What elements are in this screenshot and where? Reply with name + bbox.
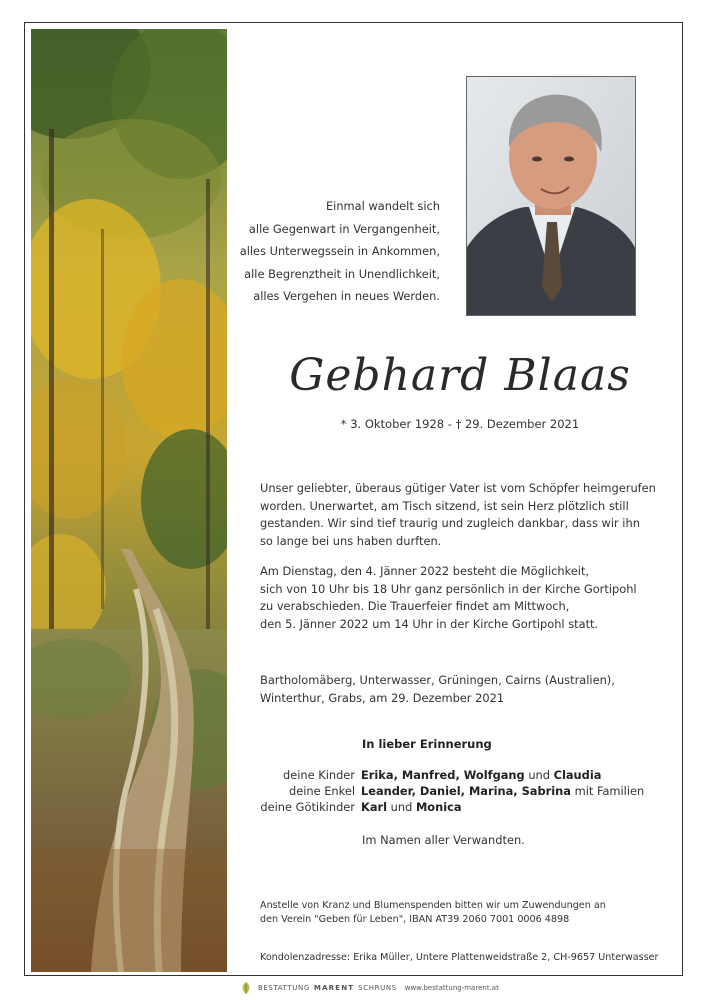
family-relation: deine Götikinder [260, 800, 355, 814]
poem-line: alle Gegenwart in Vergangenheit, [248, 221, 440, 236]
text-line: Anstelle von Kranz und Blumenspenden bitten wir um Zuwendungen an [260, 900, 606, 911]
footer-brand [240, 978, 499, 998]
family-row [260, 767, 644, 783]
text-line: den 5. Jänner 2022 um 14 Uhr in der Kirche Gortipohl statt. [260, 616, 599, 631]
family-row [260, 783, 644, 799]
text-line: zu verabschieden. Die Trauerfeier findet am Mittwoch, [260, 599, 570, 614]
poem-line: alles Unterwegssein in Ankommen, [239, 244, 440, 258]
portrait-photo [466, 76, 636, 316]
poem-line: Einmal wandelt sich [325, 199, 440, 213]
family-row [260, 799, 644, 815]
family-names: Leander, Daniel, Marina, Sabrina mit Familien [361, 784, 645, 798]
text-line: worden. Unerwartet, am Tisch sitzend, ist sein Herz plötzlich still [260, 498, 629, 513]
family-names: Erika, Manfred, Wolfgang und Claudia [361, 768, 602, 782]
footer-prefix: BESTATTUNG [258, 984, 310, 992]
footer-url[interactable]: www.bestattung-marent.at [404, 984, 499, 992]
text-line: Unser geliebter, überaus gütiger Vater ist vom Schöpfer heimgerufen [260, 481, 656, 495]
relatives-line: Im Namen aller Verwandten. [362, 833, 525, 847]
family-relation: deine Enkel [288, 784, 355, 798]
text-line: sich von 10 Uhr bis 18 Uhr ganz persönlich in der Kirche Gortipohl [260, 581, 637, 596]
poem [238, 195, 440, 308]
poem-line: alle Begrenztheit in Unendlichkeit, [244, 266, 440, 281]
text-line: Bartholomäberg, Unterwasser, Grüningen, Cairns (Australien), [260, 673, 615, 687]
places-paragraph [260, 672, 660, 707]
poem-line: alles Vergehen in neues Werden. [253, 289, 440, 303]
condolence-address: Kondolenzadresse: Erika Müller, Untere Plattenweidstraße 2, CH-9657 Unterwasser [260, 952, 659, 963]
leaf-logo-icon [240, 981, 252, 995]
text-line: Winterthur, Grabs, am 29. Dezember 2021 [260, 690, 505, 705]
farewell-paragraph [260, 563, 660, 633]
footer-place: SCHRUNS [358, 984, 397, 992]
announcement-paragraph [260, 480, 660, 550]
text-line: den Verein "Geben für Leben", IBAN AT39 2060 7001 0006 4898 [260, 914, 570, 925]
forest-path-photo [31, 29, 227, 972]
text-line: gestanden. Wir sind tief traurig und zugleich dankbar, dass wir ihn [260, 516, 640, 531]
life-dates: * 3. Oktober 1928 - † 29. Dezember 2021 [340, 417, 580, 431]
family-names: Karl und Monica [361, 800, 462, 814]
text-line: so lange bei uns haben durften. [260, 533, 442, 548]
footer-brand-name: MARENT [313, 984, 355, 992]
deceased-name: Gebhard Blaas [289, 350, 631, 401]
memory-heading: In lieber Erinnerung [362, 737, 492, 751]
family-relation: deine Kinder [282, 768, 355, 782]
family-list [260, 767, 644, 815]
donation-note [260, 899, 660, 927]
text-line: Am Dienstag, den 4. Jänner 2022 besteht die Möglichkeit, [260, 564, 590, 578]
